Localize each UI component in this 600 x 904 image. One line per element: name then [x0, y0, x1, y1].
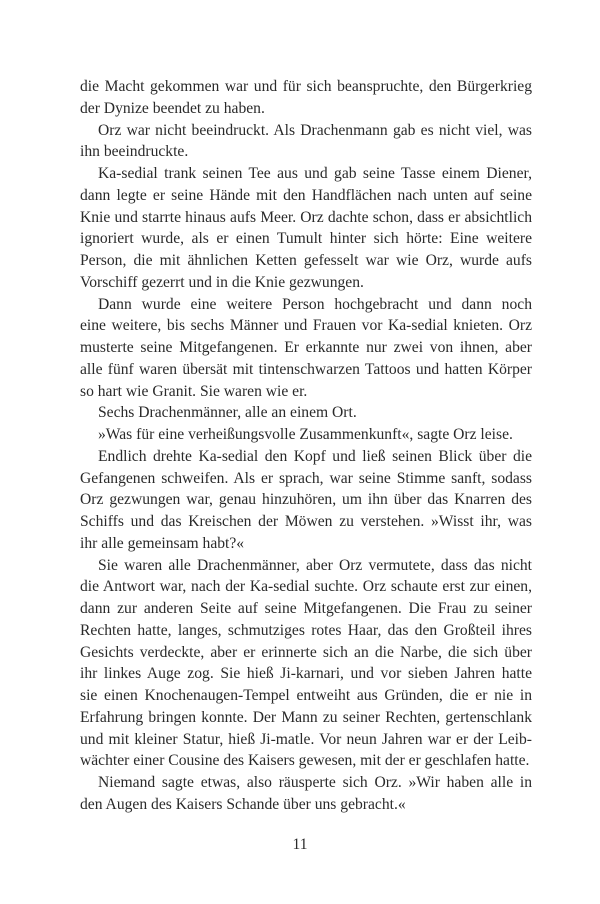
- text-line: Ka-sedial trank seinen Tee aus und gab seine Tasse einem Diener,: [98, 165, 532, 182]
- text-line: alle fünf waren übersät mit tintenschwarzen Tattoos und hatten Körper: [80, 360, 532, 378]
- text-line: sie einen Knochenaugen-Tempel entweiht aus Gründen, die er nie in: [80, 687, 532, 704]
- text-line: Sechs Drachenmänner, alle an einem Ort.: [98, 404, 357, 422]
- paragraph: [80, 446, 532, 555]
- text-line: »Was für eine verheißungsvolle Zusammenkunft«, sagte Orz leise.: [98, 426, 513, 443]
- text-line: ignoriert wurde, als er einen Tumult hinter sich hörte: Eine weitere: [80, 230, 532, 248]
- text-line: dann legte er seine Hände mit den Handflächen nach unten auf seine: [80, 186, 532, 204]
- text-line: die Antwort war, nach der Ka-sedial suchte. Orz schaute erst zur einen,: [80, 578, 532, 596]
- text-line: so hart wie Granit. Sie waren wie er.: [80, 382, 308, 400]
- text-line: Orz gezwungen war, genau hinzuhören, um ihn über das Knarren des: [80, 491, 532, 509]
- paragraph: [80, 772, 532, 816]
- text-line: Dann wurde eine weitere Person hochgebracht und dann noch: [98, 295, 532, 313]
- text-line: dann zur anderen Seite auf seine Mitgefangenen. Die Frau zu seiner: [80, 600, 532, 617]
- text-line: Niemand sagte etwas, also räusperte sich Orz. »Wir haben alle in: [98, 774, 532, 791]
- text-line: und mit kleiner Statur, hieß Ji-matle. Vor neun Jahren war er der Leib-: [80, 730, 532, 748]
- paragraph: [80, 120, 532, 164]
- text-line: eine weitere, bis sechs Männer und Frauen vor Ka-sedial knieten. Orz: [80, 317, 532, 335]
- text-line: Rechten hatte, langes, schmutziges rotes Haar, das den Großteil ihres: [80, 621, 532, 639]
- text-line: Schiffs und das Kreischen der Möwen zu verstehen. »Wisst ihr, was: [80, 513, 532, 530]
- text-line: Knie und starrte hinaus aufs Meer. Orz dachte schon, dass er absichtlich: [80, 208, 532, 226]
- text-line: musterte seine Mitgefangenen. Er erkannte nur zwei von ihnen, aber: [80, 339, 532, 356]
- text-line: ihr linkes Auge zog. Sie hieß Ji-karnari, und vor sieben Jahren hatte: [80, 665, 532, 683]
- text-line: die Macht gekommen war und für sich beanspruchte, den Bürgerkrieg: [80, 78, 532, 95]
- paragraph: [80, 163, 532, 294]
- text-line: ihr alle gemeinsam habt?«: [80, 534, 245, 552]
- book-page-text: [80, 76, 532, 816]
- text-line: Gesichts verdeckte, aber er erinnerte sich an die Narbe, die sich über: [80, 643, 532, 661]
- paragraph: [80, 76, 532, 120]
- text-line: der Dynize beendet zu haben.: [80, 99, 265, 117]
- text-line: Person, die mit ähnlichen Ketten gefesselt war wie Orz, wurde aufs: [80, 252, 532, 269]
- text-line: ihn beeindruckte.: [80, 143, 189, 161]
- text-line: Gefangenen schweifen. Als er sprach, war seine Stimme sanft, sodass: [80, 469, 532, 487]
- paragraph: [80, 402, 532, 424]
- paragraph: [80, 424, 532, 446]
- paragraph: [80, 294, 532, 403]
- text-line: Sie waren alle Drachenmänner, aber Orz vermutete, dass das nicht: [98, 556, 532, 574]
- text-line: Orz war nicht beeindruckt. Als Drachenmann gab es nicht viel, was: [98, 121, 532, 139]
- page-number: 11: [292, 836, 308, 853]
- paragraph: [80, 555, 532, 773]
- text-line: Erfahrung bringen konnte. Der Mann zu seiner Rechten, gertenschlank: [80, 708, 532, 726]
- text-line: Endlich drehte Ka-sedial den Kopf und ließ seinen Blick über die: [98, 447, 532, 465]
- text-line: Vorschiff gezerrt und in die Knie gezwungen.: [80, 273, 364, 291]
- text-line: wächter einer Cousine des Kaisers gewesen, mit der er geschlafen hatte.: [80, 752, 530, 770]
- text-line: den Augen des Kaisers Schande über uns gebracht.«: [80, 795, 406, 813]
